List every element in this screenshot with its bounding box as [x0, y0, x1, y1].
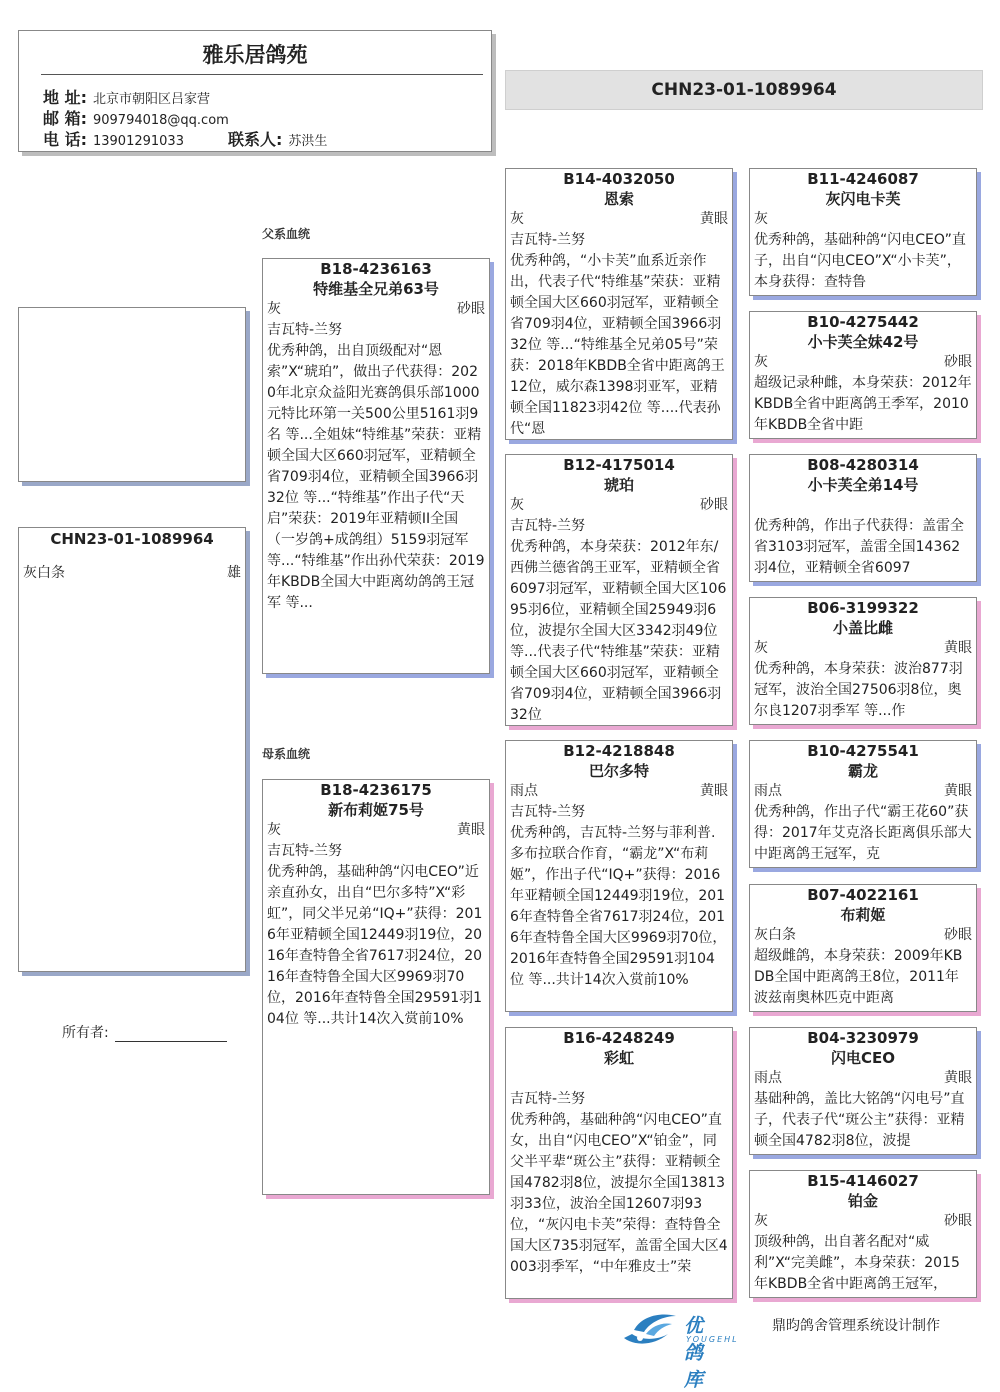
ssd-card	[749, 311, 977, 439]
card-name: 恩索	[603, 190, 634, 208]
card-description: 顶级种鸽，出自著名配对“威利”X“完美雌”，本身荣获：2015年KBDB全省中距离鸽王冠军，	[754, 1234, 960, 1292]
card-eye: 黄眼	[944, 1070, 972, 1086]
sire-section-label: 父系血统	[262, 227, 311, 241]
card-name: 巴尔多特	[588, 762, 649, 780]
main-pigeon-color: 灰白条	[23, 565, 65, 581]
header-divider	[41, 74, 483, 75]
card-eye: 砂眼	[944, 927, 972, 943]
phone-row	[43, 127, 327, 150]
card-strain: 吉瓦特-兰努	[510, 1091, 586, 1107]
card-ring: B18-4236175	[320, 781, 432, 799]
card-strain: 吉瓦特-兰努	[267, 843, 343, 859]
loft-header	[18, 30, 492, 152]
contact-value: 苏洪生	[288, 134, 328, 149]
card-strain: 吉瓦特-兰努	[510, 232, 586, 248]
card-color: 雨点	[510, 783, 538, 799]
dam-section-label: 母系血统	[262, 747, 311, 761]
card-color: 灰	[754, 1213, 768, 1229]
card-color: 灰	[754, 640, 768, 656]
card-description: 优秀种鸽，基础种鸽“闪电CEO”直子，出自“闪电CEO”X“小卡芙”，本身获得：查特鲁	[754, 232, 966, 290]
card-name: 琥珀	[603, 476, 634, 494]
email-label: 邮 箱:	[43, 109, 87, 128]
sdd-card	[749, 597, 977, 725]
dam-dam-card	[505, 1027, 733, 1299]
logo-subtext: YOUGEHL	[686, 1335, 739, 1344]
sds-card	[749, 454, 977, 582]
email-value: 909794018@qq.com	[92, 113, 229, 128]
card-description: 基础种鸽，盖比大铭鸽“闪电号”直子，代表子代“斑公主”获得：亚精顿全国4782羽8位，波提	[754, 1091, 965, 1149]
card-ring: B06-3199322	[807, 599, 919, 617]
card-eye: 黄眼	[457, 822, 485, 838]
card-eye: 黄眼	[700, 211, 728, 227]
card-color: 灰	[754, 211, 768, 227]
owner-label: 所有者:	[62, 1025, 109, 1041]
card-color: 灰	[510, 497, 524, 513]
dam-card	[262, 779, 490, 1195]
card-color: 雨点	[754, 783, 782, 799]
pigeon-ring-banner: CHN23-01-1089964	[505, 70, 983, 110]
card-description: 优秀种鸽，作出子代“霸王花60”获得：2017年艾克洛长距离俱乐部大中距离鸽王冠军，克	[754, 804, 972, 862]
sss-card	[749, 168, 977, 296]
card-ring: B10-4275541	[807, 742, 919, 760]
card-description: 优秀种鸽，作出子代获得：盖雷全省3103羽冠军，盖雷全国14362羽4位，亚精顿全省6097	[754, 518, 964, 576]
logo-text: 优鸽库	[684, 1315, 704, 1391]
address-row	[43, 85, 210, 108]
card-name: 小卡芙全妹42号	[807, 333, 919, 351]
dds-card	[749, 1027, 977, 1155]
phone-value: 13901291033	[92, 134, 184, 149]
card-ring: B07-4022161	[807, 886, 919, 904]
card-eye: 黄眼	[944, 640, 972, 656]
card-ring: B18-4236163	[320, 260, 432, 278]
card-eye: 砂眼	[944, 1213, 972, 1229]
card-name: 小盖比雌	[832, 619, 893, 637]
card-ring: B15-4146027	[807, 1172, 919, 1190]
card-description: 优秀种鸽，基础种鸽“闪电CEO”近亲直孙女，出自“巴尔多特”X“彩虹”，同父半兄弟“IQ+”获得：2016年亚精顿全国12449羽19位，2016年查特鲁全省7617羽24位，2016年查特鲁全国大区9969羽70位，2016年查特鲁全国29591羽104位 等...共计14次入赏前10%	[267, 864, 483, 1027]
dam-sire-card	[505, 740, 733, 1012]
card-strain: 吉瓦特-兰努	[510, 518, 586, 534]
card-eye: 黄眼	[944, 783, 972, 799]
main-pigeon-card	[18, 527, 246, 972]
card-name: 灰闪电卡芙	[825, 190, 901, 208]
loft-name: 雅乐居鸽苑	[202, 43, 308, 67]
card-eye: 砂眼	[457, 301, 485, 317]
dsd-card	[749, 884, 977, 1012]
card-ring: B12-4175014	[563, 456, 675, 474]
card-description: 超级雌鸽，本身荣获：2009年KBDB全国中距离鸽王8位，2011年波兹南奥林匹克中距离	[754, 948, 963, 1006]
card-name: 霸龙	[847, 762, 878, 780]
yougeku-logo-icon	[620, 1308, 682, 1348]
card-eye: 砂眼	[700, 497, 728, 513]
card-eye: 砂眼	[944, 354, 972, 370]
sire-sire-card	[505, 168, 733, 440]
card-color: 灰白条	[754, 927, 796, 943]
card-name: 闪电CEO	[830, 1049, 895, 1067]
contact-label: 联系人:	[227, 130, 283, 149]
card-description: 优秀种鸽，本身荣获：2012年东/西佛兰德省鸽王亚军，亚精顿全省6097羽冠军，亚精顿全国大区10695羽6位，亚精顿全国25949羽6位，波提尔全国大区3342羽49位 等...代表子代“特维基”荣获：亚精顿全国大区660羽冠军，亚精顿全省709羽4位，亚精顿全国3966羽32位	[510, 539, 727, 723]
owner-signature-line	[115, 1027, 227, 1042]
card-description: 优秀种鸽，吉瓦特-兰努与菲利普.多布拉联合作育，“霸龙”X“布莉姬”，作出子代“IQ+”获得：2016年亚精顿全国12449羽19位，2016年查特鲁全省7617羽24位，2016年查特鲁全国大区9969羽70位，2016年查特鲁全国29591羽104位 等...共计14次入赏前10%	[510, 825, 727, 988]
card-ring: B16-4248249	[563, 1029, 675, 1047]
card-color: 灰	[754, 354, 768, 370]
card-name: 彩虹	[603, 1049, 634, 1067]
owner-field	[62, 1022, 227, 1042]
card-color: 灰	[267, 822, 281, 838]
card-color: 灰	[510, 211, 524, 227]
card-ring: B08-4280314	[807, 456, 919, 474]
card-ring: B11-4246087	[807, 170, 919, 188]
main-pigeon-ring: CHN23-01-1089964	[50, 530, 214, 548]
card-name: 新布莉姬75号	[328, 801, 424, 819]
card-strain: 吉瓦特-兰努	[510, 804, 586, 820]
address-value: 北京市朝阳区吕家营	[92, 92, 210, 107]
card-ring: B04-3230979	[807, 1029, 919, 1047]
card-color: 雨点	[754, 1070, 782, 1086]
card-ring: B10-4275442	[807, 313, 919, 331]
address-label: 地 址:	[43, 88, 87, 107]
card-description: 优秀种鸽，基础种鸽“闪电CEO”直女，出自“闪电CEO”X“铂金”，同父半平辈“斑公主”获得：亚精顿全国4782羽8位，波提尔全国13813羽33位，波治全国12607羽93位，“灰闪电卡芙”荣得：查特鲁全国大区735羽冠军，盖雷全国大区4003羽季军，“中年雅皮士”荣	[510, 1112, 728, 1275]
dss-card	[749, 740, 977, 868]
card-name: 小卡芙全弟14号	[807, 476, 919, 494]
pigeon-photo-placeholder	[18, 307, 246, 482]
main-pigeon-sex: 雄	[227, 565, 241, 581]
footer-credit: 鼎昀鸽舍管理系统设计制作	[772, 1318, 940, 1334]
sire-card	[262, 258, 490, 674]
card-name: 布莉姬	[840, 906, 886, 924]
card-ring: B14-4032050	[563, 170, 675, 188]
card-description: 优秀种鸽，出自顶级配对“恩索”X“琥珀”，做出子代获得：2020年北京众益阳光赛鸽俱乐部1000元特比环第一关500公里5161羽9名 等...全姐妹“特维基”荣获：亚精顿全国大区660羽冠军，亚精顿全省709羽4位，亚精顿全国3966羽32位 等...“特维基”作出子代“天启”荣获：2019年亚精顿II全国（一岁鸽+成鸽组）5159羽冠军 等...“特维基”作出孙代荣获：2019年KBDB全国大中距离幼鸽鸽王冠军 等...	[267, 343, 485, 611]
card-ring: B12-4218848	[563, 742, 675, 760]
card-description: 超级记录种雌，本身荣获：2012年KBDB全省中距离鸽王季军，2010年KBDB全省中距	[754, 375, 972, 433]
card-description: 优秀种鸽，“小卡芙”血系近亲作出，代表子代“特维基”荣获：亚精顿全国大区660羽冠军，亚精顿全省709羽4位，亚精顿全国3966羽32位 等...“特维基全兄弟05号”荣获：2018年KBDB全省中距离鸽王12位，威尔森1398羽亚军，亚精顿全国11823羽42位 等....代表孙代“恩	[510, 253, 725, 437]
card-name: 特维基全兄弟63号	[313, 280, 439, 298]
card-description: 优秀种鸽，本身荣获：波治877羽冠军，波治全国27506羽8位，奥尔良1207羽季军 等...作	[754, 661, 963, 719]
card-eye: 黄眼	[700, 783, 728, 799]
card-strain: 吉瓦特-兰努	[267, 322, 343, 338]
card-color: 灰	[267, 301, 281, 317]
card-name: 铂金	[847, 1192, 878, 1210]
phone-label: 电 话:	[43, 130, 87, 149]
ddd-card	[749, 1170, 977, 1298]
sire-dam-card	[505, 454, 733, 726]
email-row	[43, 106, 229, 129]
